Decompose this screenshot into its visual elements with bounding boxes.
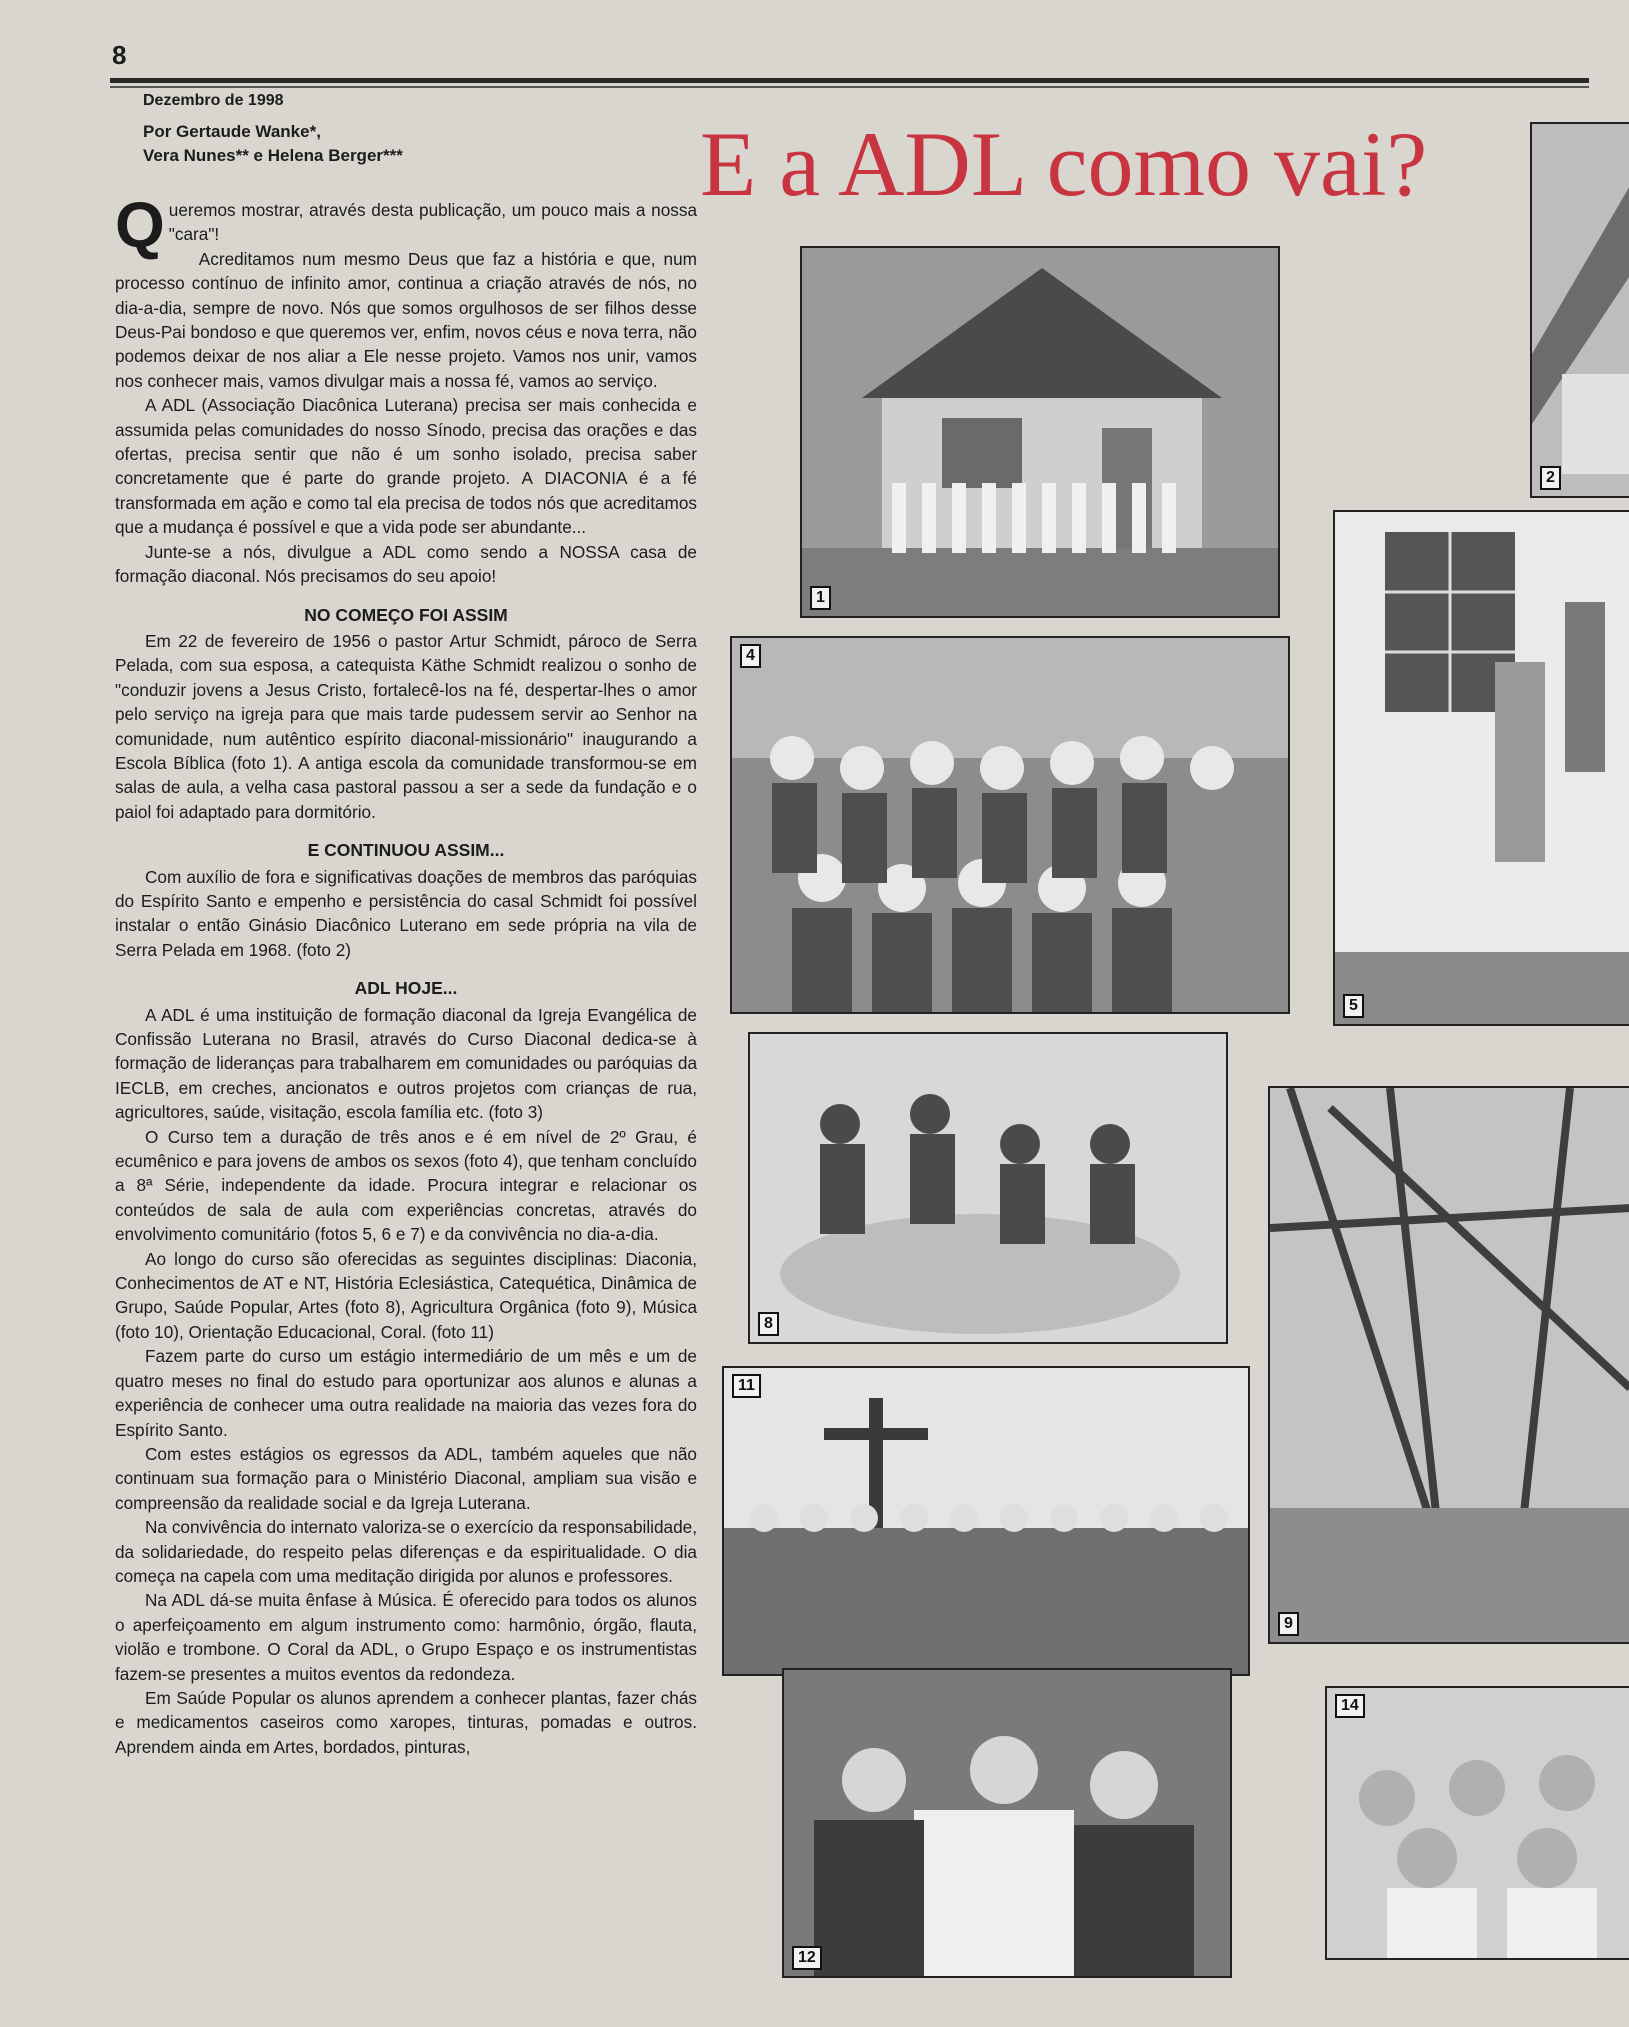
photo-8-art-class [748,1032,1228,1344]
issue-date: Dezembro de 1998 [143,92,284,109]
photo-2-building [1530,122,1629,498]
photo-number: 14 [1335,1694,1365,1718]
construction-illustration [1270,1088,1629,1642]
photo-number: 12 [792,1946,822,1970]
photo-1-school-house [800,246,1280,618]
header-rule-thin [110,86,1589,88]
byline-line-1: Por Gertaude Wanke*, [143,122,321,141]
group-portrait-illustration [1327,1688,1629,1958]
photo-number: 1 [810,586,831,610]
choir-illustration [724,1368,1248,1674]
photo-11-choir-chapel [722,1366,1250,1676]
photo-4-students-group [730,636,1290,1014]
section-heading: E CONTINUOU ASSIM... [307,840,505,861]
photo-number: 11 [732,1374,761,1398]
byline [143,120,403,168]
photo-12-portrait [782,1668,1232,1978]
building-illustration [1532,124,1629,496]
group-illustration [732,638,1288,1012]
article-paragraph: Junte-se a nós, divulgue a ADL como sendo a NOSSA casa de formação diaconal. Nós precisamos do seu apoio! [115,541,697,587]
article-paragraph: Acreditamos num mesmo Deus que faz a história e que, num processo contínuo de infinito amor, continua a criação através de nós, no dia-a-dia, sempre de novo. Nós que somos orgulhosos de ser filhos desse Deus-Pai bondoso e que queremos ver, enfim, novos céus e nova terra, não podemos deixar de nos aliar a Ele nesse projeto. Vamos nos unir, vamos nos conhecer mais, vamos divulgar mais a nossa fé, vamos ao serviço. [115,248,697,391]
photo-number: 8 [758,1312,779,1336]
article-paragraph: Fazem parte do curso um estágio intermediário de um mês e um de quatro meses no final do estudo para oportunizar aos alunos e alunas a experiência de conhecer uma outra realidade na maioria das vezes fora do Espírito Santo. [115,1346,697,1440]
headline: E a ADL como vai? [700,113,1428,215]
house-illustration [802,248,1278,616]
article-paragraph: O Curso tem a duração de três anos e é em nível de 2º Grau, é ecumênico e para jovens de ambos os sexos (foto 4), que tenham concluído a 8ª Série, independente da idade. Procura integrar e relacionar os conteúdos de sala de aula com experiências concretas, através do envolvimento comunitário (fotos 5, 6 e 7) e da convivência no dia-a-dia. [115,1126,697,1245]
header-rule [110,78,1589,83]
photo-14-group [1325,1686,1629,1960]
article-paragraph: A ADL (Associação Diacônica Luterana) precisa ser mais conhecida e assumida pelas comunidades do nosso Sínodo, precisa das orações e das ofertas, precisa sentir que não é um sonho isolado, precisa saber concretamente que é parte do grande projeto. A DIACONIA é a fé transformada em ação e como tal ela precisa de todos nós que acreditamos que a mudança é possível e que a vida pode ser abundante... [115,395,697,538]
photo-9-construction [1268,1086,1629,1644]
page-number: 8 [112,40,127,70]
drop-cap: Q [115,189,165,261]
photo-number: 2 [1540,466,1561,490]
painting-illustration [1335,512,1629,1024]
byline-line-2: Vera Nunes** e Helena Berger*** [143,146,403,165]
section-heading: NO COMEÇO FOI ASSIM [304,604,508,625]
article-paragraph: Na convivência do internato valoriza-se o exercício da responsabilidade, da solidariedade, do respeito pelas diferenças e da espiritualidade. O dia começa na capela com uma meditação dirigida por alunos e professores. [115,1517,697,1586]
article-paragraph: Em Saúde Popular os alunos aprendem a conhecer plantas, fazer chás e medicamentos caseiros como xaropes, tinturas, pomadas e outros. Aprendem ainda em Artes, bordados, pinturas, [115,1687,697,1757]
article-paragraph: Na ADL dá-se muita ênfase à Música. É oferecido para todos os alunos o aperfeiçoamento em algum instrumento como: harmônio, órgão, flauta, violão e trombone. O Coral da ADL, o Grupo Espaço e os instrumentistas fazem-se presentes a muitos eventos da redondeza. [115,1590,697,1684]
section-heading: ADL HOJE... [354,978,458,999]
article-paragraph: Em 22 de fevereiro de 1956 o pastor Artur Schmidt, pároco de Serra Pelada, com sua esposa, a catequista Käthe Schmidt realizou o sonho de "conduzir jovens a Jesus Cristo, fortalecê-los na fé, despertar-lhes o amor pelo serviço na igreja para que mais tarde pudessem servir ao Senhor na comunidade, num autêntico espírito diaconal-missionário" inaugurando a Escola Bíblica (foto 1). A antiga escola da comunidade transformou-se em salas de aula, a velha casa pastoral passou a ser a sede da fundação e o paiol foi adaptado para dormitório. [115,630,697,822]
photo-number: 4 [740,644,761,668]
art-class-illustration [750,1034,1226,1342]
portrait-illustration [784,1670,1230,1976]
article-paragraph: A ADL é uma instituição de formação diaconal da Igreja Evangélica de Confissão Luterana no Brasil, através do Curso Diaconal dedica-se à formação de lideranças para trabalharem em comunidades ou paróquias da IECLB, em creches, ancionatos e outros projetos com crianças de rua, agricultores, saúde, visitação, escola família etc. (foto 3) [115,1004,697,1123]
photo-5-painting-window [1333,510,1629,1026]
article-body [115,189,697,1759]
article-paragraph: Com estes estágios os egressos da ADL, também aqueles que não continuam sua formação para o Ministério Diaconal, ampliam sua visão e compreensão da realidade social e da Igreja Luterana. [115,1443,697,1513]
photo-number: 9 [1278,1612,1299,1636]
article-paragraph: Com auxílio de fora e significativas doações de membros das paróquias do Espírito Santo e empenho e persistência do casal Schmidt foi possível instalar o então Ginásio Diacônico Luterano em sede própria na vila de Serra Pelada em 1968. (foto 2) [115,866,697,960]
photo-number: 5 [1343,994,1364,1018]
article-paragraph: Ao longo do curso são oferecidas as seguintes disciplinas: Diaconia, Conhecimentos de AT e NT, História Eclesiástica, Catequética, Dinâmica de Grupo, Saúde Popular, Artes (foto 8), Agricultura Orgânica (foto 9), Música (foto 10), Orientação Educacional, Coral. (foto 11) [115,1248,697,1342]
article-paragraph: Queremos mostrar, através desta publicação, um pouco mais a nossa "cara"! [115,189,697,261]
